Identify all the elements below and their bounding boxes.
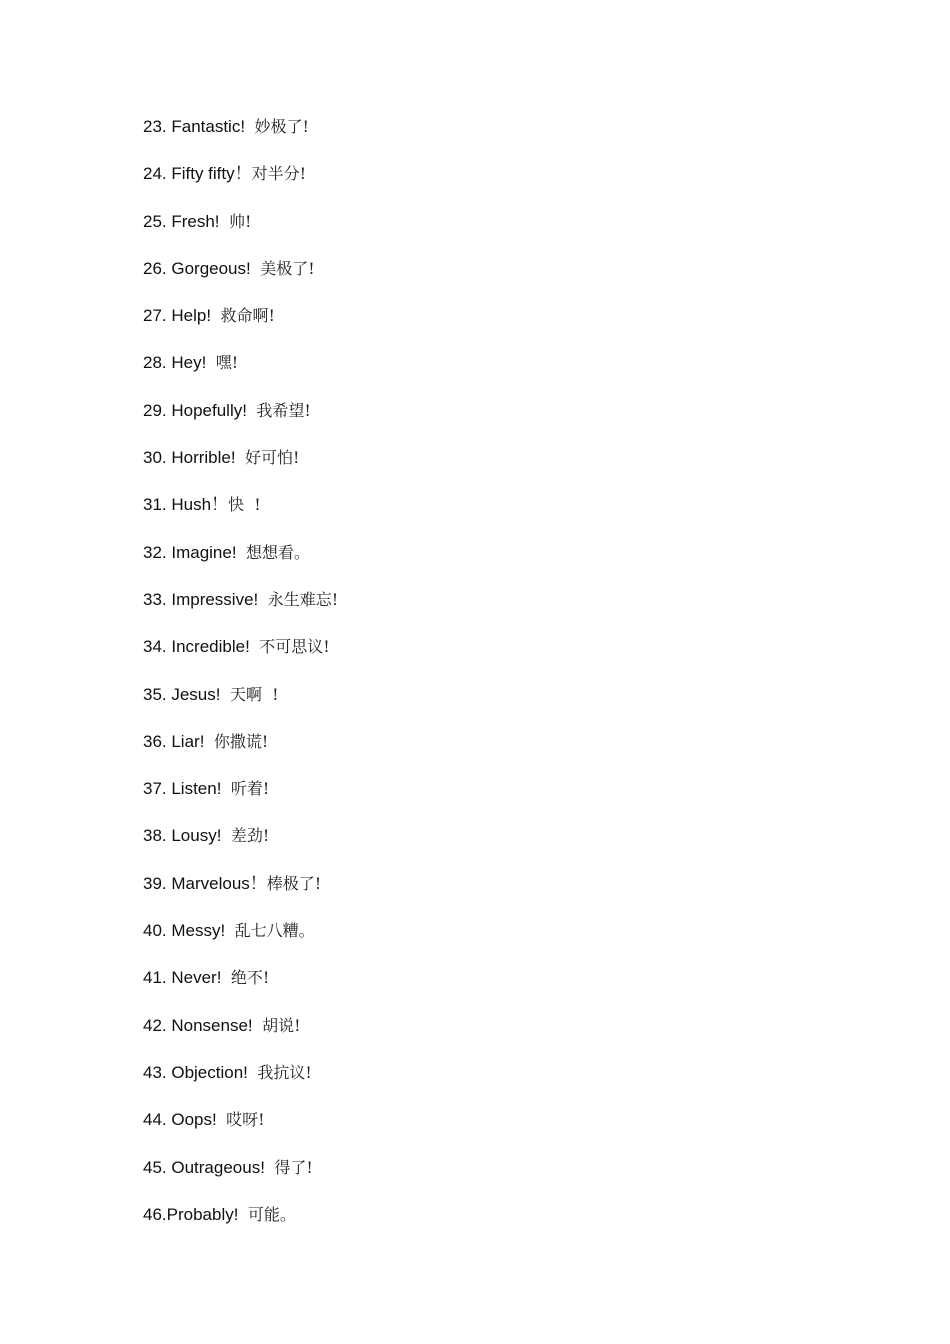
- chinese-translation: 我希望!: [256, 400, 311, 420]
- english-phrase: 36. Liar!: [143, 731, 214, 751]
- english-phrase: 44. Oops!: [143, 1110, 227, 1130]
- list-item: [143, 1202, 338, 1249]
- english-phrase: 40. Messy!: [143, 921, 235, 941]
- english-phrase: 30. Horrible!: [143, 448, 246, 468]
- chinese-translation: 永生难忘!: [267, 589, 339, 609]
- chinese-translation: 哎呀!: [226, 1110, 265, 1130]
- chinese-translation: 听着!: [230, 779, 270, 799]
- chinese-translation: 救命啊!: [220, 306, 275, 326]
- list-item: [143, 1013, 338, 1060]
- english-phrase: 23. Fantastic!: [143, 117, 255, 136]
- list-item: [143, 445, 338, 492]
- chinese-translation: 棒极了!: [266, 873, 322, 893]
- english-phrase: 43. Objection!: [143, 1062, 258, 1082]
- chinese-translation: 快 !: [228, 495, 261, 515]
- english-phrase: 45. Outrageous!: [143, 1157, 275, 1177]
- english-phrase: 41. Never!: [143, 968, 231, 988]
- list-item: [143, 729, 338, 776]
- chinese-translation: 胡说!: [262, 1015, 301, 1035]
- english-phrase: 35. Jesus!: [143, 684, 230, 704]
- list-item: [143, 918, 338, 965]
- english-phrase: 31. Hush！: [143, 495, 229, 515]
- chinese-translation: 想想看。: [246, 542, 311, 562]
- chinese-translation: 你撒谎!: [213, 731, 269, 751]
- chinese-translation: 得了!: [274, 1157, 313, 1177]
- list-item: [143, 1107, 338, 1154]
- list-item: [143, 823, 338, 870]
- english-phrase: 42. Nonsense!: [143, 1015, 263, 1035]
- chinese-translation: 绝不!: [230, 968, 270, 988]
- phrase-list: [143, 114, 338, 1249]
- english-phrase: 32. Imagine!: [143, 542, 247, 562]
- list-item: [143, 1155, 338, 1202]
- chinese-translation: 美极了!: [260, 258, 315, 278]
- chinese-translation: 对半分!: [251, 164, 307, 184]
- chinese-translation: 妙极了!: [254, 117, 309, 136]
- chinese-translation: 我抗议!: [257, 1062, 312, 1082]
- list-item: [143, 540, 338, 587]
- english-phrase: 24. Fifty fifty！: [143, 164, 252, 184]
- list-item: [143, 350, 338, 397]
- chinese-translation: 差劲!: [230, 826, 270, 846]
- english-phrase: 25. Fresh!: [143, 211, 229, 231]
- list-item: [143, 256, 338, 303]
- list-item: [143, 871, 338, 918]
- english-phrase: 33. Impressive!: [143, 589, 268, 609]
- chinese-translation: 乱七八糟。: [234, 921, 315, 941]
- list-item: [143, 161, 338, 208]
- list-item: [143, 634, 338, 681]
- english-phrase: 26. Gorgeous!: [143, 258, 261, 278]
- list-item: [143, 209, 338, 256]
- chinese-translation: 可能。: [247, 1204, 296, 1224]
- chinese-translation: 好可怕!: [245, 448, 300, 468]
- list-item: [143, 965, 338, 1012]
- chinese-translation: 帅!: [228, 211, 252, 231]
- english-phrase: 29. Hopefully!: [143, 400, 257, 420]
- english-phrase: 46.Probably!: [143, 1204, 248, 1224]
- list-item: [143, 682, 338, 729]
- english-phrase: 28. Hey!: [143, 353, 216, 373]
- chinese-translation: 天啊 !: [229, 684, 279, 704]
- chinese-translation: 嘿!: [215, 353, 239, 373]
- chinese-translation: 不可思议!: [259, 637, 330, 657]
- list-item: [143, 303, 338, 350]
- list-item: [143, 587, 338, 634]
- english-phrase: 38. Lousy!: [143, 826, 231, 846]
- english-phrase: 37. Listen!: [143, 779, 231, 799]
- english-phrase: 39. Marvelous！: [143, 873, 267, 893]
- list-item: [143, 398, 338, 445]
- english-phrase: 27. Help!: [143, 306, 221, 326]
- list-item: [143, 492, 338, 539]
- english-phrase: 34. Incredible!: [143, 637, 260, 657]
- list-item: [143, 1060, 338, 1107]
- list-item: [143, 114, 338, 161]
- list-item: [143, 776, 338, 823]
